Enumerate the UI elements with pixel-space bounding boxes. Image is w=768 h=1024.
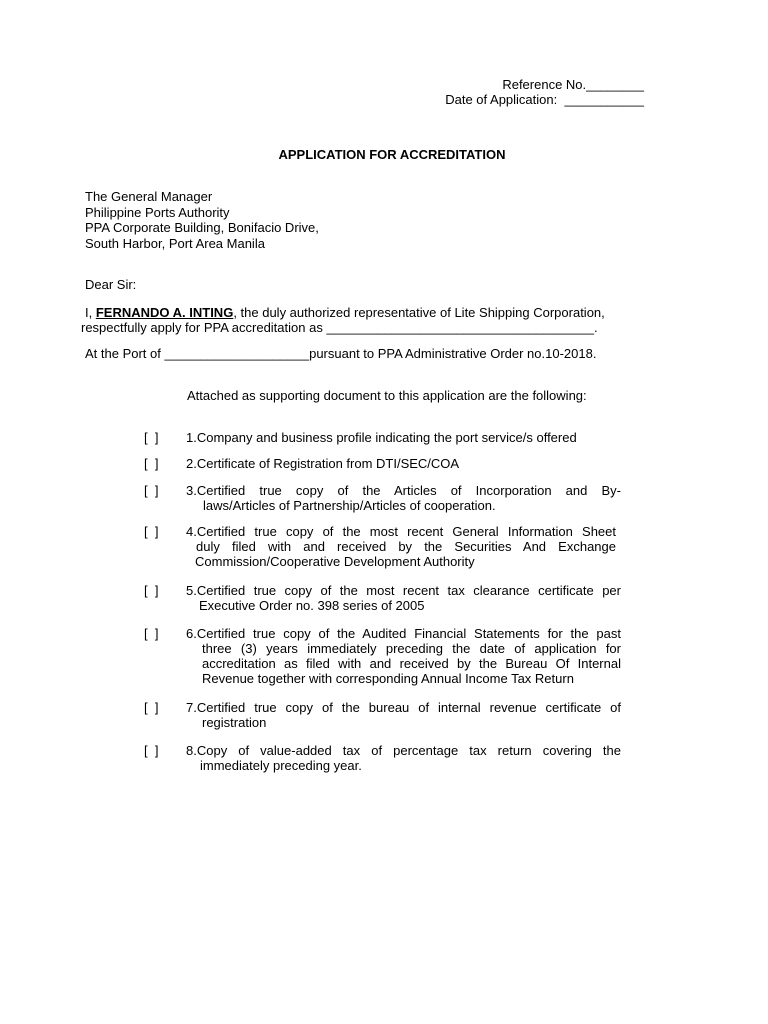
requirement-line: Executive Order no. 398 series of 2005 (199, 598, 425, 613)
requirement-text (186, 626, 621, 686)
salutation: Dear Sir: (85, 277, 137, 292)
requirement-line: 8.Copy of value-added tax of percentage tax return covering the (186, 743, 621, 758)
document-title: APPLICATION FOR ACCREDITATION (278, 147, 506, 162)
requirement-text (186, 483, 621, 513)
intro-line-1 (85, 305, 605, 320)
representative-name: FERNANDO A. INTING (95, 305, 234, 320)
checkbox[interactable]: [ ] (144, 626, 159, 641)
checkbox[interactable]: [ ] (144, 583, 159, 598)
requirement-line: Commission/Cooperative Development Authority (195, 554, 475, 569)
intro-line-2: respectfully apply for PPA accreditation as _____________________________________. (81, 320, 598, 335)
checkbox[interactable]: [ ] (144, 456, 159, 471)
requirement-line: three (3) years immediately preceding the date of application for (202, 641, 621, 656)
requirement-text (186, 456, 621, 471)
requirement-line: 6.Certified true copy of the Audited Financial Statements for the past (186, 626, 621, 641)
reference-block (420, 77, 644, 107)
requirement-line: registration (202, 715, 267, 730)
date-of-application: Date of Application: ___________ (445, 92, 644, 107)
requirement-text (186, 700, 621, 730)
requirement-line: accreditation as filed with and received by the Bureau Of Internal (202, 656, 621, 671)
addressee-line-1: The General Manager (85, 189, 213, 204)
requirement-text (186, 583, 621, 613)
requirement-text (186, 430, 621, 445)
requirement-line: 1.Company and business profile indicating the port service/s offered (186, 430, 577, 445)
requirement-line: 2.Certificate of Registration from DTI/SEC/COA (186, 456, 460, 471)
requirement-line: laws/Articles of Partnership/Articles of cooperation. (203, 498, 496, 513)
requirement-line: duly filed with and received by the Securities And Exchange (196, 539, 616, 554)
intro-rest: , the duly authorized representative of Lite Shipping Corporation, (233, 305, 605, 320)
requirement-line: immediately preceding year. (200, 758, 362, 773)
requirement-line: 5.Certified true copy of the most recent tax clearance certificate per (186, 583, 621, 598)
requirement-line: 4.Certified true copy of the most recent General Information Sheet (186, 524, 616, 539)
attached-intro: Attached as supporting document to this application are the following: (187, 388, 587, 403)
addressee-block (85, 189, 319, 251)
requirement-line: 3.Certified true copy of the Articles of Incorporation and By- (186, 483, 621, 498)
requirement-text (186, 743, 621, 773)
checkbox[interactable]: [ ] (144, 524, 159, 539)
checkbox[interactable]: [ ] (144, 483, 159, 498)
requirement-line: 7.Certified true copy of the bureau of internal revenue certificate of (186, 700, 621, 715)
requirement-text (186, 524, 616, 569)
addressee-line-2: Philippine Ports Authority (85, 204, 230, 220)
checkbox[interactable]: [ ] (144, 743, 159, 758)
checkbox[interactable]: [ ] (144, 430, 159, 445)
port-line: At the Port of ____________________pursuant to PPA Administrative Order no.10-2018. (85, 346, 597, 361)
addressee-line-3: PPA Corporate Building, Bonifacio Drive, (85, 220, 319, 235)
requirement-line: Revenue together with corresponding Annual Income Tax Return (202, 671, 574, 686)
addressee-line-4: South Harbor, Port Area Manila (85, 235, 265, 251)
intro-prefix: I, (85, 305, 96, 320)
reference-no: Reference No.________ (502, 77, 644, 92)
checkbox[interactable]: [ ] (144, 700, 159, 715)
